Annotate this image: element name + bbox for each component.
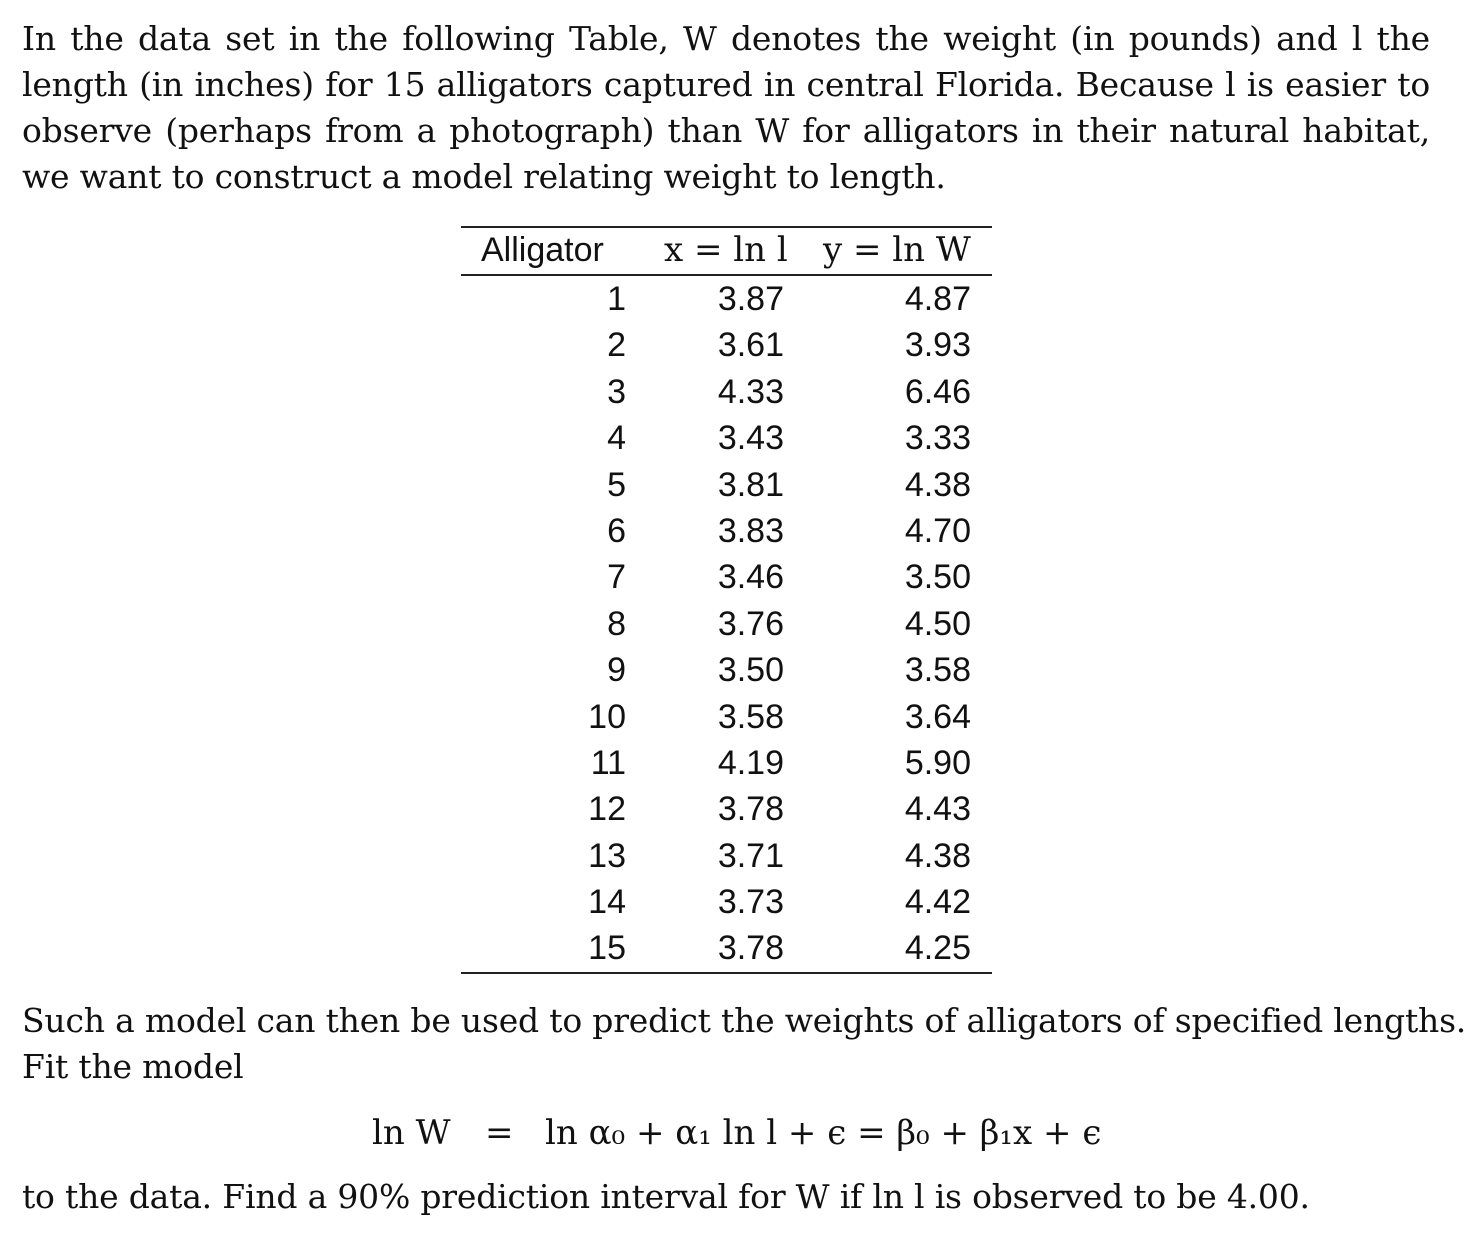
cell-alligator: 9 [607, 651, 626, 690]
table-row [461, 740, 992, 786]
cell-x: 3.81 [717, 465, 784, 504]
cell-y: 4.25 [904, 929, 971, 968]
header-alligator: Alligator [481, 231, 604, 269]
table-row [461, 601, 992, 647]
cell-y: 3.64 [904, 697, 971, 736]
middle-line-1: Such a model can then be used to predict the weights of alligators of specified lengths. [22, 1001, 1466, 1040]
closing-paragraph [22, 1174, 1430, 1220]
cell-x: 3.78 [717, 790, 784, 829]
cell-y: 5.90 [904, 743, 971, 782]
middle-paragraph [22, 998, 1466, 1090]
cell-x: 3.73 [717, 883, 784, 922]
cell-y: 4.38 [904, 465, 971, 504]
cell-x: 3.43 [717, 419, 784, 458]
cell-alligator: 8 [607, 604, 626, 643]
cell-alligator: 3 [607, 372, 626, 411]
cell-alligator: 5 [607, 465, 626, 504]
cell-y: 4.70 [904, 511, 971, 550]
table-row [461, 462, 992, 508]
table-row [461, 322, 992, 368]
cell-alligator: 13 [588, 836, 626, 875]
table-row [461, 833, 992, 879]
intro-paragraph [22, 16, 1430, 200]
cell-alligator: 6 [607, 511, 626, 550]
intro-line-1: In the data set in the following Table, W denotes the weight (in pounds) and l the [22, 19, 1430, 58]
intro-line-2: length (in inches) for 15 alligators captured in central Florida. Because l is easier to [22, 65, 1430, 104]
cell-x: 3.58 [717, 697, 784, 736]
cell-y: 4.43 [904, 790, 971, 829]
closing-line-1: to the data. Find a 90% prediction interval for W if ln l is observed to be 4.00. [22, 1177, 1310, 1216]
equation-rhs: ln α₀ + α₁ ln l + ϵ = β₀ + β₁x + ϵ [545, 1113, 1102, 1153]
table-row [461, 508, 992, 554]
cell-x: 3.76 [717, 604, 784, 643]
cell-x: 4.19 [717, 743, 784, 782]
table-row [461, 925, 992, 971]
cell-y: 4.50 [904, 604, 971, 643]
cell-y: 4.42 [904, 883, 971, 922]
cell-y: 6.46 [904, 372, 971, 411]
cell-x: 3.83 [717, 511, 784, 550]
table-body [461, 276, 992, 972]
cell-alligator: 2 [607, 326, 626, 365]
cell-y: 3.58 [904, 651, 971, 690]
table-row [461, 647, 992, 693]
cell-x: 4.33 [717, 372, 784, 411]
equation-equals: = [485, 1113, 514, 1153]
table-row [461, 369, 992, 415]
cell-alligator: 10 [588, 697, 626, 736]
header-y: y = ln W [823, 230, 971, 270]
table-row [461, 879, 992, 925]
cell-alligator: 1 [607, 280, 626, 318]
cell-y: 4.87 [904, 280, 971, 318]
intro-line-3: observe (perhaps from a photograph) than W for alligators in their natural habitat, [22, 111, 1430, 150]
cell-alligator: 7 [607, 558, 626, 597]
cell-alligator: 14 [588, 883, 626, 922]
intro-line-4: we want to construct a model relating weight to length. [22, 157, 946, 196]
cell-y: 3.50 [904, 558, 971, 597]
cell-y: 3.93 [904, 326, 971, 365]
cell-x: 3.87 [717, 280, 784, 318]
cell-y: 4.38 [904, 836, 971, 875]
cell-y: 3.33 [904, 419, 971, 458]
cell-x: 3.46 [717, 558, 784, 597]
cell-x: 3.71 [717, 836, 784, 875]
table-row [461, 786, 992, 832]
cell-x: 3.61 [717, 326, 784, 365]
cell-x: 3.78 [717, 929, 784, 968]
table-row [461, 554, 992, 600]
cell-alligator: 4 [607, 419, 626, 458]
table-row [461, 276, 992, 322]
header-x: x = ln l [664, 230, 788, 270]
table-row [461, 694, 992, 740]
cell-alligator: 12 [588, 790, 626, 829]
cell-alligator: 15 [588, 929, 626, 968]
table-row [461, 415, 992, 461]
equation-lhs: ln W [372, 1113, 451, 1153]
cell-alligator: 11 [590, 743, 626, 782]
cell-x: 3.50 [717, 651, 784, 690]
table-bottom-rule [461, 972, 992, 974]
middle-line-2: Fit the model [22, 1047, 244, 1086]
